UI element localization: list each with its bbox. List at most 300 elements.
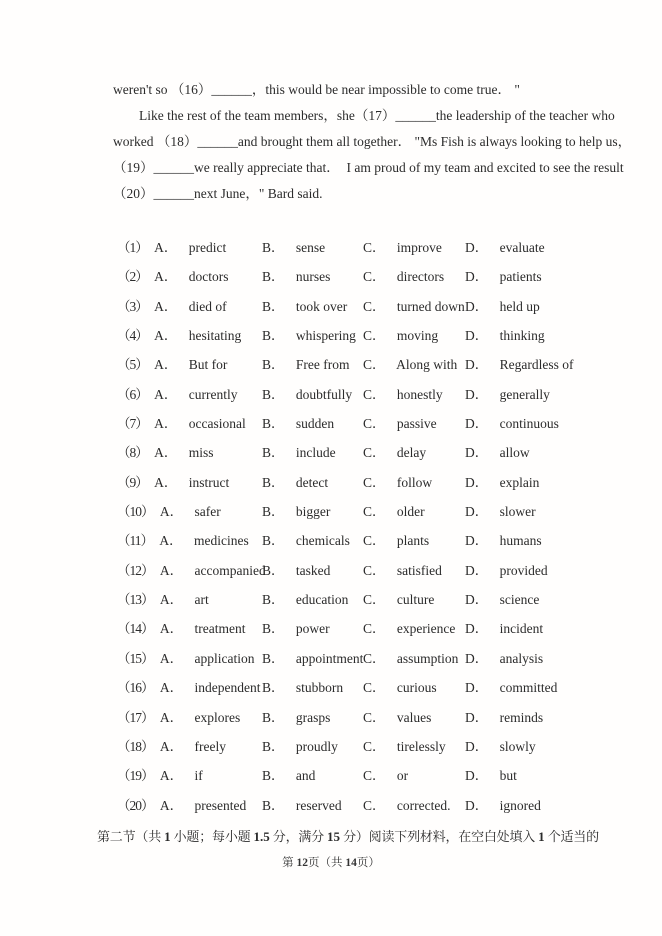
option-c-text: improve bbox=[396, 240, 442, 255]
option-a-text: hesitating bbox=[188, 328, 242, 344]
page-footer bbox=[0, 854, 662, 870]
option-a-label: A． bbox=[159, 768, 184, 784]
cloze-passage bbox=[113, 77, 631, 207]
option-cell-c bbox=[363, 350, 465, 379]
option-b-label: B． bbox=[262, 592, 285, 608]
option-cell-c bbox=[363, 791, 465, 820]
option-cell-b bbox=[262, 321, 363, 350]
option-cell-c bbox=[363, 585, 465, 614]
option-d-text: science bbox=[499, 592, 540, 608]
option-c-label: C． bbox=[363, 416, 386, 432]
option-b-label: B． bbox=[262, 533, 285, 549]
option-a-label: A． bbox=[159, 533, 183, 549]
option-cell-d bbox=[465, 556, 577, 585]
option-d-text: thinking bbox=[499, 328, 545, 344]
option-cell-b bbox=[262, 262, 363, 291]
option-c-text: values bbox=[396, 709, 432, 725]
option-d-text: ignored bbox=[499, 797, 541, 813]
option-b-text: sudden bbox=[295, 416, 335, 432]
option-cell-c bbox=[363, 761, 465, 790]
option-cell-b bbox=[262, 380, 363, 409]
option-c-label: C． bbox=[363, 738, 386, 754]
option-d-label: D． bbox=[465, 328, 489, 344]
option-d-text: reminds bbox=[499, 709, 544, 725]
option-cell-d bbox=[465, 350, 577, 379]
option-b-label: B． bbox=[262, 269, 285, 285]
option-cell-d bbox=[465, 321, 577, 350]
option-cell-d bbox=[465, 673, 577, 702]
option-cell-d bbox=[465, 262, 577, 291]
option-d-label: D． bbox=[465, 738, 489, 754]
option-b-label: B． bbox=[262, 474, 285, 490]
option-c-label: C． bbox=[363, 650, 386, 666]
option-cell-d bbox=[465, 732, 577, 761]
option-d-label: D． bbox=[465, 269, 489, 285]
option-cell-a bbox=[117, 791, 262, 820]
option-cell-b bbox=[262, 761, 363, 790]
option-cell-a bbox=[117, 761, 262, 790]
option-cell-b bbox=[262, 350, 363, 379]
option-cell-d bbox=[465, 468, 577, 497]
option-b-label: B． bbox=[262, 386, 285, 402]
option-b-text: appointment bbox=[295, 650, 364, 666]
option-b-text: power bbox=[295, 621, 330, 637]
option-a-text: But for bbox=[188, 357, 228, 373]
question-number: （12） bbox=[117, 562, 154, 578]
option-a-text: predict bbox=[188, 240, 227, 255]
option-row bbox=[117, 262, 577, 291]
option-cell-d bbox=[465, 585, 577, 614]
option-cell-b bbox=[262, 732, 363, 761]
option-c-label: C． bbox=[363, 445, 386, 461]
option-d-text: humans bbox=[499, 533, 542, 549]
option-cell-a bbox=[117, 585, 262, 614]
option-row bbox=[117, 732, 577, 761]
option-cell-a bbox=[117, 468, 262, 497]
passage-line: worked （18）______and brought them all together． "Ms Fish is always looking to help us， bbox=[113, 134, 632, 149]
question-number: （1） bbox=[117, 240, 148, 255]
option-cell-b bbox=[262, 703, 363, 732]
option-cell-d bbox=[465, 644, 577, 673]
option-c-text: moving bbox=[396, 328, 439, 344]
option-c-label: C． bbox=[363, 621, 386, 637]
option-cell-a bbox=[117, 526, 262, 555]
option-b-text: detect bbox=[295, 474, 329, 490]
question-number: （8） bbox=[117, 445, 148, 461]
option-a-label: A． bbox=[159, 592, 184, 608]
option-a-text: safer bbox=[194, 504, 221, 520]
option-cell-a bbox=[117, 233, 262, 262]
option-b-text: reserved bbox=[295, 797, 342, 813]
option-cell-d bbox=[465, 526, 577, 555]
option-b-text: stubborn bbox=[295, 680, 344, 696]
option-cell-d bbox=[465, 438, 577, 467]
option-d-label: D． bbox=[465, 533, 489, 549]
option-row bbox=[117, 791, 577, 820]
question-number: （19） bbox=[117, 768, 154, 784]
option-c-label: C． bbox=[363, 386, 386, 402]
option-row bbox=[117, 614, 577, 643]
option-cell-d bbox=[465, 409, 577, 438]
option-b-text: education bbox=[295, 592, 349, 608]
option-b-text: grasps bbox=[295, 709, 331, 725]
page-number: 12 bbox=[296, 857, 308, 869]
option-a-label: A． bbox=[154, 240, 178, 255]
option-d-text: slowly bbox=[499, 738, 536, 754]
option-d-label: D． bbox=[465, 650, 489, 666]
option-c-text: plants bbox=[396, 533, 430, 549]
option-cell-d bbox=[465, 292, 577, 321]
option-b-text: nurses bbox=[295, 269, 331, 285]
option-d-text: but bbox=[499, 768, 517, 784]
option-b-text: and bbox=[295, 768, 316, 784]
option-d-label: D． bbox=[465, 416, 489, 432]
option-a-text: freely bbox=[194, 738, 226, 754]
option-a-label: A． bbox=[159, 650, 184, 666]
option-c-text: honestly bbox=[396, 386, 443, 402]
option-a-text: doctors bbox=[188, 269, 229, 285]
option-b-label: B． bbox=[262, 768, 285, 784]
option-a-label: A． bbox=[154, 269, 178, 285]
option-cell-a bbox=[117, 556, 266, 585]
option-c-label: C． bbox=[363, 709, 386, 725]
option-d-label: D． bbox=[465, 298, 489, 314]
question-number: （9） bbox=[117, 474, 148, 490]
option-cell-d bbox=[465, 497, 577, 526]
option-b-label: B． bbox=[262, 650, 285, 666]
option-b-label: B． bbox=[262, 328, 285, 344]
option-c-label: C． bbox=[363, 797, 386, 813]
option-cell-b bbox=[262, 791, 363, 820]
option-b-label: B． bbox=[262, 562, 285, 578]
option-row bbox=[117, 321, 577, 350]
option-c-text: follow bbox=[396, 474, 433, 490]
option-c-label: C． bbox=[363, 298, 386, 314]
option-cell-c bbox=[363, 644, 465, 673]
option-b-label: B． bbox=[262, 709, 285, 725]
option-a-label: A． bbox=[159, 680, 184, 696]
option-b-text: whispering bbox=[295, 328, 356, 344]
option-row bbox=[117, 761, 577, 790]
option-cell-c bbox=[363, 468, 465, 497]
section-heading-text: 分，满分 bbox=[269, 829, 328, 844]
section-heading bbox=[97, 826, 599, 845]
option-b-text: took over bbox=[295, 298, 348, 314]
option-cell-c bbox=[363, 556, 465, 585]
option-cell-b bbox=[262, 585, 363, 614]
option-c-text: culture bbox=[396, 592, 435, 608]
option-cell-b bbox=[262, 468, 363, 497]
option-a-text: currently bbox=[188, 386, 238, 402]
option-c-text: directors bbox=[396, 269, 445, 285]
option-c-text: corrected. bbox=[396, 797, 451, 813]
section-heading-number: 1 bbox=[164, 829, 171, 844]
option-d-label: D． bbox=[465, 621, 489, 637]
option-c-text: older bbox=[396, 504, 425, 520]
option-a-text: application bbox=[194, 650, 255, 666]
option-cell-b bbox=[262, 614, 363, 643]
option-cell-a bbox=[117, 350, 262, 379]
option-cell-c bbox=[363, 526, 465, 555]
option-row bbox=[117, 350, 577, 379]
option-a-label: A． bbox=[159, 562, 184, 578]
option-row bbox=[117, 526, 577, 555]
options-table bbox=[117, 233, 577, 820]
option-d-text: explain bbox=[499, 474, 540, 490]
option-d-label: D． bbox=[465, 709, 489, 725]
question-number: （4） bbox=[117, 328, 148, 344]
option-c-text: delay bbox=[396, 445, 427, 461]
option-cell-a bbox=[117, 262, 262, 291]
page-footer-text: 页） bbox=[356, 857, 380, 869]
option-cell-b bbox=[262, 438, 363, 467]
section-heading-number: 15 bbox=[327, 829, 341, 844]
option-cell-a bbox=[117, 292, 262, 321]
option-b-text: chemicals bbox=[295, 533, 350, 549]
option-cell-a bbox=[117, 703, 262, 732]
option-cell-d bbox=[465, 380, 577, 409]
question-number: （14） bbox=[117, 621, 154, 637]
option-b-text: bigger bbox=[295, 504, 331, 520]
option-cell-a bbox=[117, 497, 262, 526]
option-d-text: incident bbox=[499, 621, 544, 637]
option-cell-a bbox=[117, 380, 262, 409]
option-cell-a bbox=[117, 614, 262, 643]
option-a-label: A． bbox=[154, 416, 178, 432]
option-d-text: allow bbox=[499, 445, 530, 461]
option-a-label: A． bbox=[154, 386, 178, 402]
total-pages: 14 bbox=[345, 857, 357, 869]
option-cell-c bbox=[363, 321, 465, 350]
option-a-label: A． bbox=[159, 621, 184, 637]
option-d-label: D． bbox=[465, 592, 489, 608]
page-footer-text: 第 bbox=[282, 857, 297, 869]
option-c-text: assumption bbox=[396, 650, 459, 666]
option-cell-b bbox=[262, 644, 363, 673]
option-d-label: D． bbox=[465, 357, 489, 373]
option-a-text: accompanied bbox=[194, 562, 266, 578]
option-c-label: C． bbox=[363, 504, 386, 520]
option-a-text: treatment bbox=[194, 621, 246, 637]
option-a-text: if bbox=[194, 768, 203, 784]
option-d-label: D． bbox=[465, 797, 489, 813]
option-a-label: A． bbox=[154, 357, 178, 373]
option-cell-d bbox=[465, 614, 577, 643]
option-b-label: B． bbox=[262, 240, 285, 255]
option-d-label: D． bbox=[465, 445, 489, 461]
option-c-label: C． bbox=[363, 768, 386, 784]
option-cell-a bbox=[117, 644, 262, 673]
option-cell-b bbox=[262, 556, 363, 585]
option-row bbox=[117, 585, 577, 614]
option-c-label: C． bbox=[363, 562, 386, 578]
option-a-text: instruct bbox=[188, 474, 230, 490]
page-footer-text: 页（共 bbox=[308, 857, 346, 869]
option-c-label: C． bbox=[363, 328, 386, 344]
option-row bbox=[117, 556, 577, 585]
option-d-text: generally bbox=[499, 386, 550, 402]
option-cell-c bbox=[363, 614, 465, 643]
option-row bbox=[117, 292, 577, 321]
question-number: （16） bbox=[117, 680, 154, 696]
option-cell-c bbox=[363, 703, 465, 732]
option-c-text: tirelessly bbox=[396, 738, 446, 754]
option-c-text: or bbox=[396, 768, 409, 784]
option-b-label: B． bbox=[262, 797, 285, 813]
option-a-text: art bbox=[194, 592, 209, 608]
option-cell-b bbox=[262, 233, 363, 262]
option-a-label: A． bbox=[154, 298, 178, 314]
passage-line: weren't so （16）______，this would be near impossible to come true． " bbox=[113, 82, 520, 97]
option-a-label: A． bbox=[159, 504, 184, 520]
option-a-text: presented bbox=[194, 797, 247, 813]
option-d-text: provided bbox=[499, 562, 548, 578]
passage-line: Like the rest of the team members，she（17）______the leadership of the teacher who bbox=[139, 108, 615, 123]
option-c-text: Along with bbox=[396, 357, 458, 373]
option-a-label: A． bbox=[159, 709, 184, 725]
option-b-label: B． bbox=[262, 357, 285, 373]
question-number: （18） bbox=[117, 738, 154, 754]
option-cell-c bbox=[363, 497, 465, 526]
option-a-text: occasional bbox=[188, 416, 246, 432]
passage-line: （19）______we really appreciate that． I am proud of my team and excited to see the result bbox=[113, 160, 624, 175]
option-a-label: A． bbox=[154, 328, 178, 344]
option-row bbox=[117, 438, 577, 467]
option-cell-a bbox=[117, 732, 262, 761]
option-b-label: B． bbox=[262, 680, 285, 696]
option-d-text: held up bbox=[499, 298, 540, 314]
option-cell-b bbox=[262, 409, 363, 438]
option-c-label: C． bbox=[363, 680, 386, 696]
option-b-label: B． bbox=[262, 504, 285, 520]
option-row bbox=[117, 468, 577, 497]
option-b-label: B． bbox=[262, 738, 285, 754]
option-a-label: A． bbox=[154, 445, 178, 461]
option-cell-d bbox=[465, 233, 577, 262]
option-a-text: medicines bbox=[194, 533, 249, 549]
question-number: （17） bbox=[117, 709, 154, 725]
question-number: （2） bbox=[117, 269, 148, 285]
option-c-label: C． bbox=[363, 533, 386, 549]
option-d-text: evaluate bbox=[499, 240, 545, 255]
option-c-text: curious bbox=[396, 680, 437, 696]
option-cell-d bbox=[465, 761, 577, 790]
option-cell-c bbox=[363, 409, 465, 438]
option-cell-c bbox=[363, 262, 465, 291]
option-c-text: turned down bbox=[396, 298, 465, 314]
question-number: （11） bbox=[117, 533, 153, 549]
question-number: （7） bbox=[117, 416, 148, 432]
option-cell-b bbox=[262, 497, 363, 526]
option-row bbox=[117, 233, 577, 262]
option-b-label: B． bbox=[262, 621, 285, 637]
option-d-text: analysis bbox=[499, 650, 544, 666]
section-heading-text: 小题；每小题 bbox=[170, 829, 254, 844]
option-a-text: died of bbox=[188, 298, 227, 314]
option-cell-c bbox=[363, 732, 465, 761]
option-cell-c bbox=[363, 438, 465, 467]
option-c-text: passive bbox=[396, 416, 437, 432]
option-row bbox=[117, 497, 577, 526]
question-number: （13） bbox=[117, 592, 154, 608]
section-heading-text: 第二节（共 bbox=[97, 829, 165, 844]
option-c-label: C． bbox=[363, 357, 386, 373]
option-row bbox=[117, 673, 577, 702]
question-number: （20） bbox=[117, 797, 154, 813]
option-d-label: D． bbox=[465, 504, 489, 520]
option-b-text: include bbox=[295, 445, 336, 461]
option-d-label: D． bbox=[465, 562, 489, 578]
option-b-text: doubtfully bbox=[295, 386, 353, 402]
option-b-label: B． bbox=[262, 298, 285, 314]
option-d-text: continuous bbox=[499, 416, 559, 432]
option-b-label: B． bbox=[262, 416, 285, 432]
option-d-label: D． bbox=[465, 680, 489, 696]
option-d-label: D． bbox=[465, 474, 489, 490]
option-b-text: sense bbox=[295, 240, 326, 255]
option-d-label: D． bbox=[465, 240, 489, 255]
option-row bbox=[117, 703, 577, 732]
option-a-label: A． bbox=[159, 797, 184, 813]
option-row bbox=[117, 380, 577, 409]
option-c-text: satisfied bbox=[396, 562, 442, 578]
question-number: （6） bbox=[117, 386, 148, 402]
option-c-label: C． bbox=[363, 240, 386, 255]
option-cell-d bbox=[465, 791, 577, 820]
option-cell-a bbox=[117, 321, 262, 350]
option-a-text: miss bbox=[188, 445, 214, 461]
section-heading-number: 1.5 bbox=[253, 829, 270, 844]
option-cell-a bbox=[117, 438, 262, 467]
option-d-label: D． bbox=[465, 768, 489, 784]
option-cell-c bbox=[363, 673, 465, 702]
option-b-label: B． bbox=[262, 445, 285, 461]
option-row bbox=[117, 409, 577, 438]
question-number: （5） bbox=[117, 357, 148, 373]
option-c-label: C． bbox=[363, 592, 386, 608]
option-cell-d bbox=[465, 703, 577, 732]
option-d-text: slower bbox=[499, 504, 536, 520]
option-cell-a bbox=[117, 409, 262, 438]
option-d-label: D． bbox=[465, 386, 489, 402]
option-c-label: C． bbox=[363, 474, 386, 490]
option-a-text: independent bbox=[194, 680, 261, 696]
option-c-text: experience bbox=[396, 621, 456, 637]
section-heading-text: 个适当的 bbox=[544, 829, 599, 844]
section-heading-text: 分）阅读下列材料，在空白处填入 bbox=[340, 829, 539, 844]
option-b-text: tasked bbox=[295, 562, 331, 578]
question-number: （15） bbox=[117, 650, 154, 666]
option-row bbox=[117, 644, 577, 673]
option-a-label: A． bbox=[159, 738, 184, 754]
option-b-text: proudly bbox=[295, 738, 338, 754]
question-number: （10） bbox=[117, 504, 154, 520]
option-cell-b bbox=[262, 526, 363, 555]
passage-line: （20）______next June，" Bard said. bbox=[113, 186, 323, 201]
option-cell-b bbox=[262, 292, 363, 321]
option-d-text: Regardless of bbox=[499, 357, 574, 373]
option-cell-c bbox=[363, 292, 465, 321]
option-a-label: A． bbox=[154, 474, 178, 490]
option-c-label: C． bbox=[363, 269, 386, 285]
option-cell-b bbox=[262, 673, 363, 702]
option-a-text: explores bbox=[194, 709, 241, 725]
option-cell-c bbox=[363, 380, 465, 409]
option-cell-a bbox=[117, 673, 262, 702]
option-d-text: patients bbox=[499, 269, 542, 285]
option-d-text: committed bbox=[499, 680, 558, 696]
option-cell-c bbox=[363, 233, 465, 262]
